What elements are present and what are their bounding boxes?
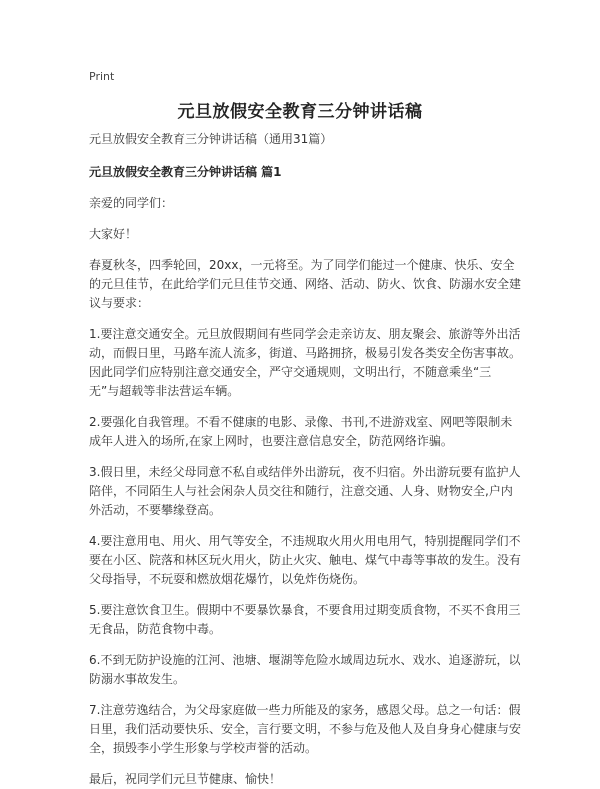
paragraph-item-1: 1.要注意交通安全。元旦放假期间有些同学会走亲访友、朋友聚会、旅游等外出活动，而假日里，马路车流人流多，街道、马路拥挤，极易引发各类安全伤害事故。因此同学们应特别注意交通安全，严守交通规则，文明出行，不随意乘坐“三无”与超载等非法营运车辆。 (89, 327, 522, 398)
paragraph-item-7: 7.注意劳逸结合，为父母家庭做一些力所能及的家务，感恩父母。总之一句话：假日里，我们活动要快乐、安全，言行要文明，不参与危及他人及自身身心健康与安全，损毁李小学生形象与学校声誉的活动。 (89, 703, 522, 755)
paragraph-item-6: 6.不到无防护设施的江河、池塘、堰湖等危险水域周边玩水、戏水、追逐游玩，以防溺水事故发生。 (89, 653, 521, 686)
paragraph-item-4: 4.要注意用电、用火、用气等安全，不违规取火用火用电用气，特别提醒同学们不要在小区、院落和林区玩火用火，防止火灾、触电、煤气中毒等事故的发生。没有父母指导，不玩耍和燃放烟花爆竹，以免炸伤烧伤。 (89, 534, 522, 586)
document-body (89, 130, 521, 789)
paragraph-greeting: 亲爱的同学们： (89, 196, 174, 210)
paragraph-intro: 春夏秋冬，四季轮回，20xx，一元将至。为了同学们能过一个健康、快乐、安全的元旦佳节，在此给学们元旦佳节交通、网络、活动、防火、饮食、防溺水安全建议与要求： (89, 258, 522, 310)
print-link[interactable]: Print (89, 70, 115, 83)
paragraph-item-5: 5.要注意饮食卫生。假期中不要暴饮暴食，不要食用过期变质食物，不买不食用三无食品，防范食物中毒。 (89, 603, 521, 636)
document-title: 元旦放假安全教育三分钟讲话稿 (177, 102, 423, 122)
document-subtitle: 元旦放假安全教育三分钟讲话稿（通用31篇） (89, 132, 333, 146)
section-heading: 元旦放假安全教育三分钟讲话稿 篇1 (89, 165, 282, 179)
paragraph-hello: 大家好！ (89, 227, 138, 241)
paragraph-item-3: 3.假日里，未经父母同意不私自或结伴外出游玩，夜不归宿。外出游玩要有监护人陪伴，不同陌生人与社会闲杂人员交往和随行，注意交通、人身、财物安全,户内外活动，不要攀缘登高。 (89, 465, 521, 517)
paragraph-closing: 最后，祝同学们元旦节健康、愉快！ (89, 772, 282, 786)
paragraph-item-2: 2.要强化自我管理。不看不健康的电影、录像、书刊,不进游戏室、网吧等限制未成年人进入的场所,在家上网时，也要注意信息安全，防范网络诈骗。 (89, 415, 513, 448)
